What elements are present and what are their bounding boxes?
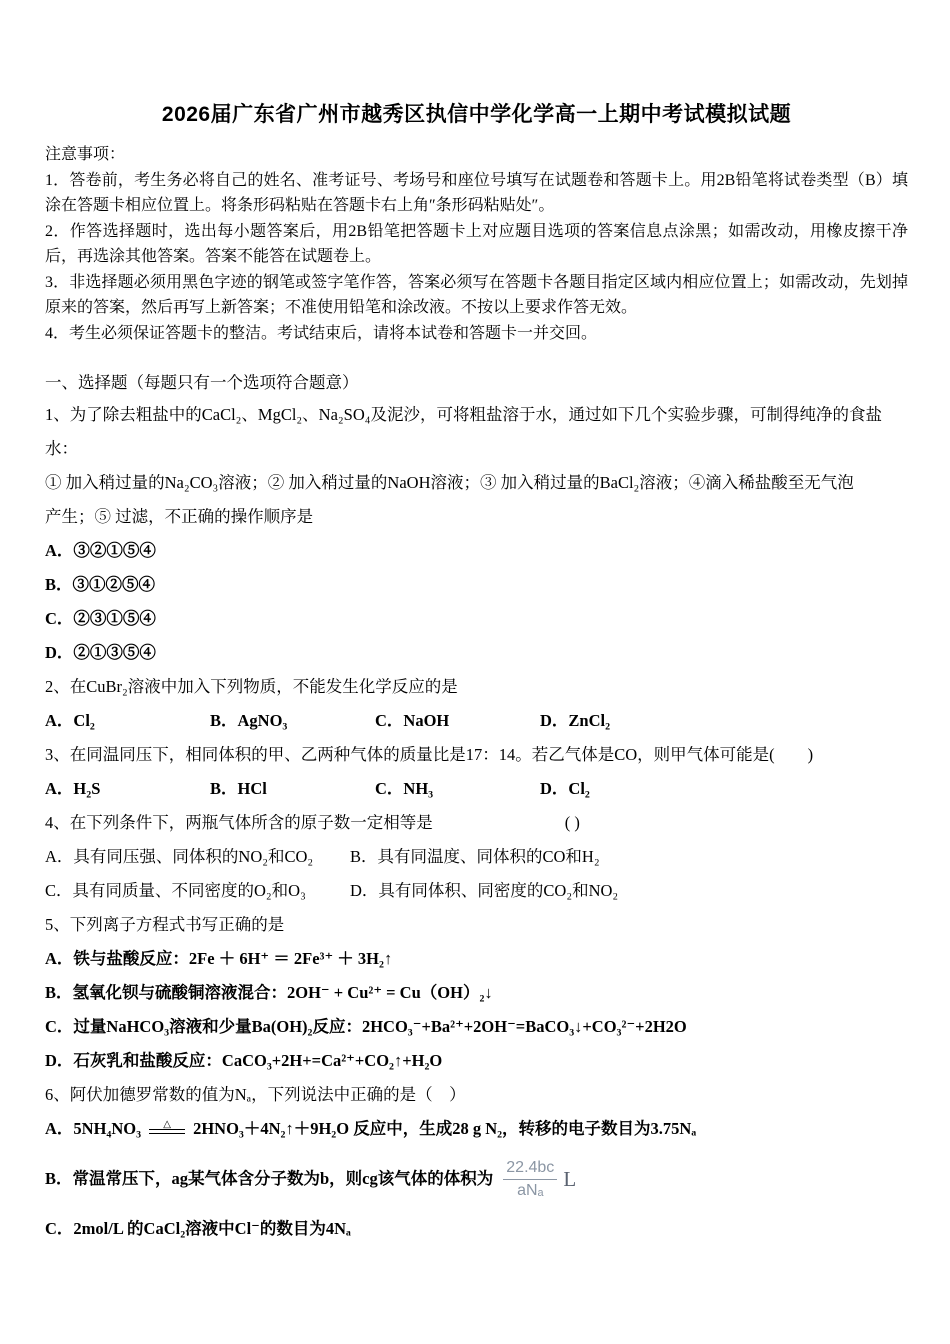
question-2-option-b: B．AgNO₃ [210,711,288,730]
question-6-option-b-prefix: B．常温常压下，ag某气体含分子数为b，则cg该气体的体积为 [45,1169,494,1188]
question-4-option-d: D．具有同体积、同密度的CO₂和NO₂ [350,881,619,900]
questions-area [45,398,908,1246]
volume-fraction [503,1158,557,1201]
question-5-option-c: C．过量NaHCO₃溶液和少量Ba(OH)₂反应：2HCO₃⁻+Ba²⁺+2OH⁻=BaCO₃↓+CO₃²⁻+2H2O [45,1017,687,1036]
question-4-options-row-2 [45,874,908,908]
question-2 [45,670,908,738]
question-1-stem-line-1: 1、为了除去粗盐中的CaCl₂、MgCl₂、Na₂SO₄及泥沙，可将粗盐溶于水，通过如下几个实验步骤，可制得纯净的食盐水： [45,405,883,458]
question-3-option-d: D．Cl₂ [540,779,590,798]
question-5-option-a: A．铁与盐酸反应：2Fe ＋ 6H⁺ ＝ 2Fe³⁺ ＋ 3H₂↑ [45,949,393,968]
question-6 [45,1078,908,1246]
question-6-stem: 6、阿伏加德罗常数的值为Nₐ，下列说法中正确的是（ ） [45,1085,466,1104]
question-3 [45,738,908,806]
heat-condition-symbol [149,1120,185,1134]
fraction-denominator: aNₐ [517,1181,544,1199]
question-3-option-b: B．HCl [210,779,267,798]
question-2-stem: 2、在CuBr₂溶液中加入下列物质，不能发生化学反应的是 [45,677,458,696]
double-equals-line [149,1129,185,1134]
question-4-stem: 4、在下列条件下，两瓶气体所含的原子数一定相等是 ( ) [45,813,580,832]
question-4 [45,806,908,908]
question-1-option-c: C．②③①⑤④ [45,609,156,628]
question-1-option-a: A．③②①⑤④ [45,541,156,560]
notice-heading: 注意事项： [45,146,126,163]
question-5-option-d: D．石灰乳和盐酸反应：CaCO₃+2H+=Ca²⁺+CO₂↑+H₂O [45,1051,443,1070]
question-1-stem-line-3: 产生；⑤ 过滤，不正确的操作顺序是 [45,507,314,526]
question-4-options-row-1 [45,840,908,874]
question-5-option-b: B．氢氧化钡与硫酸铜溶液混合：2OH⁻ + Cu²⁺ = Cu（OH）₂↓ [45,983,493,1002]
notice-item-3: 3．非选择题必须用黑色字迹的钢笔或签字笔作答，答案必须写在答题卡各题目指定区域内相应位置上；如需改动，先划掉原来的答案，然后再写上新答案；不准使用铅笔和涂改液。不按以上要求作答无效。 [45,273,908,316]
question-6-option-b [45,1146,908,1212]
question-4-option-b: B．具有同温度、同体积的CO和H₂ [350,847,600,866]
question-2-option-c: C．NaOH [375,711,450,730]
fraction-numerator: 22.4bc [503,1158,557,1180]
question-6-option-a [45,1112,908,1146]
notice-item-2: 2．作答选择题时，选出每小题答案后，用2B铅笔把答题卡上对应题目选项的答案信息点涂黑；如需改动，用橡皮擦干净后，再选涂其他答案。答案不能答在试题卷上。 [45,222,908,265]
question-3-option-c: C．NH₃ [375,779,434,798]
page-title: 2026届广东省广州市越秀区执信中学化学高一上期中考试模拟试题 [161,103,792,126]
question-1-option-b: B．③①②⑤④ [45,575,156,594]
question-1 [45,398,908,670]
question-4-option-a: A．具有同压强、同体积的NO₂和CO₂ [45,847,314,866]
question-4-option-c: C．具有同质量、不同密度的O₂和O₃ [45,881,306,900]
question-6-option-a-suffix: 2HNO₃＋4N₂↑＋9H₂O 反应中，生成28 g N₂，转移的电子数目为3.75Nₐ [193,1119,697,1138]
question-3-stem: 3、在同温同压下，相同体积的甲、乙两种气体的质量比是17：14。若乙气体是CO，则甲气体可能是( ) [45,745,814,764]
notice-section [45,142,908,346]
question-1-stem-line-2: ① 加入稍过量的Na₂CO₃溶液；② 加入稍过量的NaOH溶液；③ 加入稍过量的BaCl₂溶液；④滴入稀盐酸至无气泡 [45,473,854,492]
question-6-option-c: C．2mol/L 的CaCl₂溶液中Cl⁻的数目为4Nₐ [45,1219,351,1238]
liter-unit: L [563,1167,577,1191]
question-2-option-d: D．ZnCl₂ [540,711,611,730]
question-5-stem: 5、下列离子方程式书写正确的是 [45,915,285,934]
delta-triangle: △ [163,1119,171,1131]
question-3-option-a: A．H₂S [45,779,101,798]
question-2-options [45,704,908,738]
notice-item-1: 1．答卷前，考生务必将自己的姓名、准考证号、考场号和座位号填写在试题卷和答题卡上。用2B铅笔将试卷类型（B）填涂在答题卡相应位置上。将条形码粘贴在答题卡右上角″条形码粘贴处″。 [45,171,908,214]
question-3-options [45,772,908,806]
question-6-option-a-prefix: A．5NH₄NO₃ [45,1119,142,1138]
question-1-option-d: D．②①③⑤④ [45,643,156,662]
section-heading: 一、选择题（每题只有一个选项符合题意） [45,373,359,392]
notice-item-4: 4．考生必须保证答题卡的整洁。考试结束后，请将本试卷和答题卡一并交回。 [45,324,598,342]
question-5 [45,908,908,1078]
question-2-option-a: A．Cl₂ [45,711,95,730]
